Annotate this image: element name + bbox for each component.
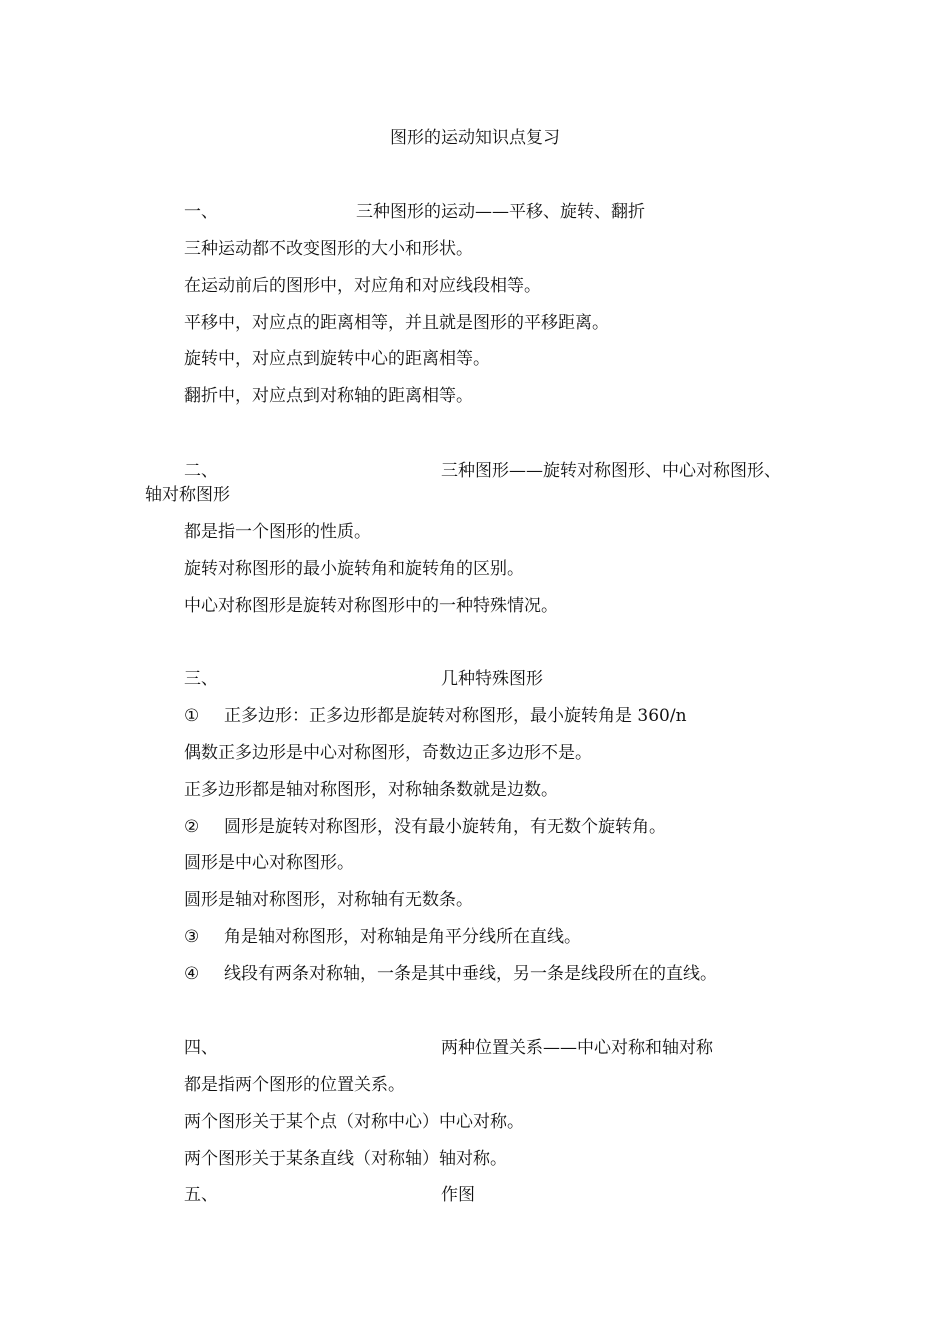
section-4-heading: 两种位置关系——中心对称和轴对称 [441,1038,713,1058]
section-3-item-4-text: 圆形是旋转对称图形，没有最小旋转角，有无数个旋转角。 [224,817,666,837]
section-3-item-3-text: 正多边形都是轴对称图形，对称轴条数就是边数。 [184,780,558,800]
section-5-number: 五、 [184,1185,218,1205]
section-3-item-8-marker: ④ [184,964,200,984]
section-2-heading-continued: 轴对称图形 [145,485,230,505]
section-5-heading: 作图 [441,1185,475,1205]
section-4-line-3: 两个图形关于某条直线（对称轴）轴对称。 [184,1149,507,1169]
section-1-line-3: 平移中，对应点的距离相等，并且就是图形的平移距离。 [184,313,609,333]
section-3-item-4-marker: ② [184,817,200,837]
section-2-number: 二、 [184,461,218,481]
page-title: 图形的运动知识点复习 [390,128,560,148]
section-2-line-1: 都是指一个图形的性质。 [184,522,371,542]
section-3-number: 三、 [184,669,218,689]
section-3-item-1-text: 正多边形：正多边形都是旋转对称图形，最小旋转角是 360/n [224,706,687,726]
section-3-item-6-text: 圆形是轴对称图形，对称轴有无数条。 [184,890,473,910]
section-4-line-2: 两个图形关于某个点（对称中心）中心对称。 [184,1112,524,1132]
section-3-item-8-text: 线段有两条对称轴，一条是其中垂线，另一条是线段所在的直线。 [224,964,717,984]
section-1-line-2: 在运动前后的图形中，对应角和对应线段相等。 [184,276,541,296]
section-2-line-2: 旋转对称图形的最小旋转角和旋转角的区别。 [184,559,524,579]
section-3-item-7-marker: ③ [184,927,200,947]
section-2-line-3: 中心对称图形是旋转对称图形中的一种特殊情况。 [184,596,558,616]
section-1-line-5: 翻折中，对应点到对称轴的距离相等。 [184,386,473,406]
section-1-line-1: 三种运动都不改变图形的大小和形状。 [184,239,473,259]
section-1-line-4: 旋转中，对应点到旋转中心的距离相等。 [184,349,490,369]
section-4-number: 四、 [184,1038,218,1058]
section-2-heading: 三种图形——旋转对称图形、中心对称图形、 [441,461,781,481]
section-4-line-1: 都是指两个图形的位置关系。 [184,1075,405,1095]
section-3-heading: 几种特殊图形 [441,669,543,689]
section-3-item-1-marker: ① [184,706,200,726]
section-1-heading: 三种图形的运动——平移、旋转、翻折 [356,202,645,222]
section-3-item-5-text: 圆形是中心对称图形。 [184,853,354,873]
section-3-item-2-text: 偶数正多边形是中心对称图形，奇数边正多边形不是。 [184,743,592,763]
section-3-item-7-text: 角是轴对称图形，对称轴是角平分线所在直线。 [224,927,581,947]
section-1-number: 一、 [184,202,218,222]
